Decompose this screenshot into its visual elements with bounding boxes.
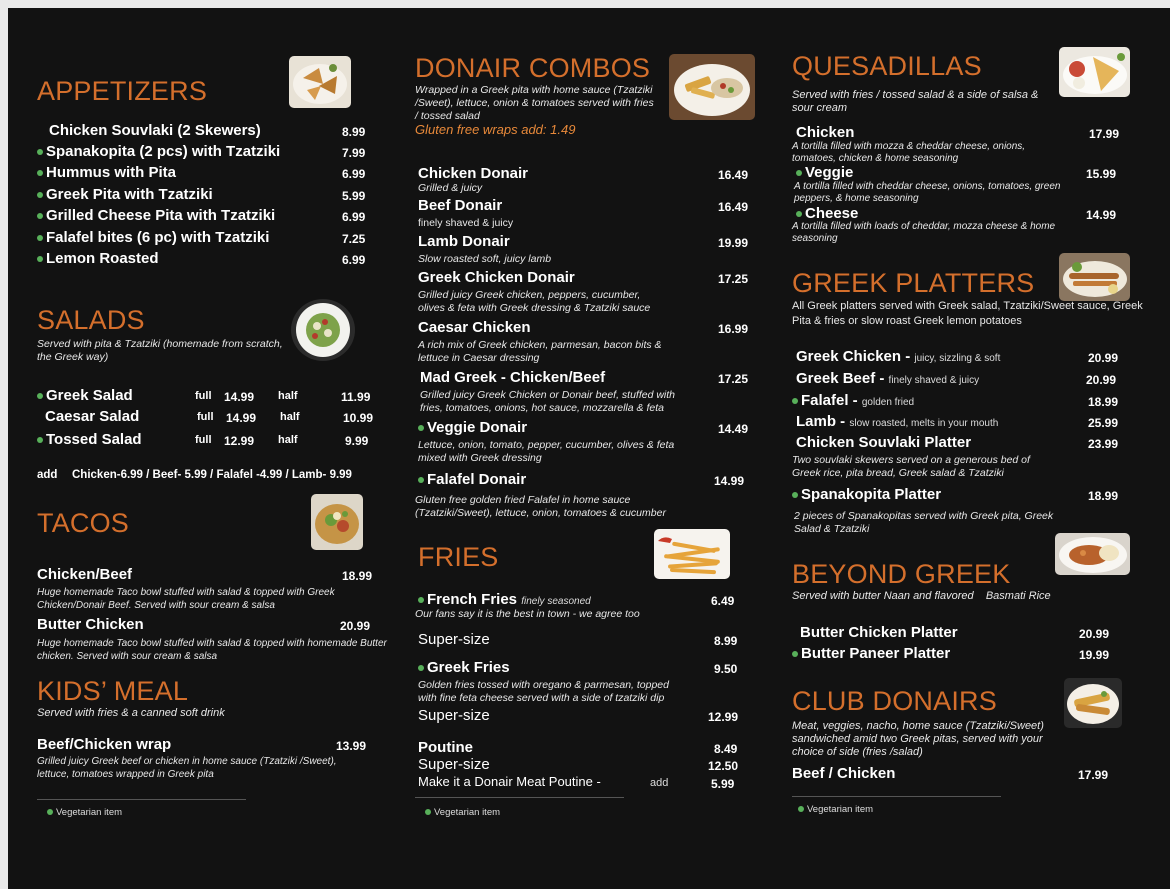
menu-page (8, 8, 1170, 889)
donair-poutine-option: Make it a Donair Meat Poutine - (418, 774, 601, 789)
fries-price: 6.49 (711, 594, 735, 608)
taco-description: Huge homemade Taco bowl stuffed with salad & topped with homemade Butter chicken. Served with sour cream & salsa (37, 638, 387, 662)
quesadillas-photo (1059, 47, 1130, 97)
salad-half-label: half (278, 390, 298, 402)
platter-description: Two souvlaki skewers served on a generous bed of Greek rice, pita bread, Greek salad & Tzatziki (792, 454, 1030, 479)
kids-price: 13.99 (336, 739, 367, 753)
salads-description: Served with pita & Tzatziki (homemade from scratch, the Greek way) (37, 338, 283, 363)
appetizer-price: 6.99 (342, 253, 366, 267)
vegetarian-dot-icon (37, 256, 43, 262)
fries-description: Golden fries tossed with oregano & parmesan, topped with fine feta cheese served with a side of tzatziki dip (418, 679, 669, 704)
salad-item: Greek Salad (37, 387, 133, 404)
beyond-item: Butter Paneer Platter (792, 645, 950, 662)
divider (415, 797, 624, 798)
taco-item: Chicken/Beef (37, 566, 133, 583)
tacos-heading: TACOS (37, 508, 130, 538)
quesadilla-price: 14.99 (1086, 208, 1117, 222)
donair-price: 19.99 (718, 236, 749, 250)
legend-vegetarian: Vegetarian item (47, 807, 122, 818)
beyond-item: Butter Chicken Platter (800, 624, 958, 641)
fries-price: 8.99 (714, 634, 738, 648)
legend-vegetarian: Vegetarian item (425, 807, 500, 818)
fries-price: 12.99 (708, 710, 739, 724)
donair-description: Gluten free golden fried Falafel in home sauce (Tzatziki/Sweet), lettuce, onion, tomatoes & cucumber (415, 494, 666, 519)
platter-item: Chicken Souvlaki Platter (796, 434, 972, 451)
fries-photo (654, 529, 730, 579)
greek-platters-description: All Greek platters served with Greek salad, Tzatziki/Sweet sauce, Greek Pita & fries or slow roast Greek lemon potatoes (792, 300, 1143, 327)
donair-price: 16.49 (718, 168, 749, 182)
taco-description: Huge homemade Taco bowl stuffed with salad & topped with Greek Chicken/Donair Beef. Served with sour cream & salsa (37, 587, 335, 611)
donair-description: Slow roasted soft, juicy lamb (418, 253, 552, 265)
vegetarian-dot-icon (796, 170, 802, 176)
divider (792, 796, 1001, 797)
fries-price: 9.50 (714, 662, 738, 676)
salad-full-price: 14.99 (226, 411, 257, 425)
kids-description: Grilled juicy Greek beef or chicken in home sauce (Tzatziki /Sweet), lettuce, tomatoes wrapped in Greek pita (37, 756, 337, 780)
quesadilla-price: 17.99 (1089, 127, 1120, 141)
salad-full-label: full (197, 411, 214, 423)
appetizers-photo (289, 56, 351, 108)
club-donairs-heading: CLUB DONAIRS (792, 686, 997, 716)
kids-description: Served with fries & a canned soft drink (37, 707, 225, 719)
donair-price: 17.25 (718, 372, 749, 386)
taco-price: 18.99 (342, 569, 373, 583)
quesadillas-heading: QUESADILLAS (792, 51, 982, 81)
donair-description: finely shaved & juicy (418, 217, 514, 229)
fries-item: Greek Fries (418, 659, 510, 676)
donair-item: Chicken Donair (418, 165, 529, 182)
donair-description: A rich mix of Greek chicken, parmesan, bacon bits & lettuce in Caesar dressing (418, 339, 662, 364)
taco-item: Butter Chicken (37, 616, 144, 633)
appetizer-item: Spanakopita (2 pcs) with Tzatziki (37, 143, 280, 160)
vegetarian-dot-icon (418, 665, 424, 671)
salad-add-label: add (37, 469, 58, 481)
greek-platters-photo (1059, 253, 1130, 301)
platter-price: 20.99 (1088, 351, 1119, 365)
tacos-photo (311, 494, 363, 550)
donair-item: Greek Chicken Donair (418, 269, 575, 286)
vegetarian-dot-icon (37, 213, 43, 219)
donair-item: Lamb Donair (418, 233, 510, 250)
donair-item: Beef Donair (418, 197, 503, 214)
beyond-price: 20.99 (1079, 627, 1110, 641)
gluten-free-note: Gluten free wraps add: 1.49 (415, 122, 576, 137)
donair-item: Falafel Donair (418, 471, 526, 488)
beyond-greek-photo (1055, 533, 1130, 575)
platter-price: 20.99 (1086, 373, 1117, 387)
platter-item: Lamb - slow roasted, melts in your mouth (796, 413, 999, 430)
fries-price: 12.50 (708, 759, 739, 773)
salads-heading: SALADS (37, 305, 145, 335)
salad-half-price: 11.99 (341, 390, 371, 404)
donair-combos-description: Wrapped in a Greek pita with home sauce (Tzatziki /Sweet), lettuce, onion & tomatoes served with fries / tossed salad (415, 84, 654, 122)
vegetarian-dot-icon (796, 211, 802, 217)
quesadilla-description: A tortilla filled with cheddar cheese, onions, tomatoes, green peppers, & home seasoning (794, 181, 1061, 204)
platter-description: 2 pieces of Spanakopitas served with Greek pita, Greek Salad & Tzatziki (794, 510, 1054, 535)
club-item: Beef / Chicken (792, 765, 896, 782)
fries-heading: FRIES (418, 542, 499, 572)
appetizer-item: Greek Pita with Tzatziki (37, 186, 213, 203)
vegetarian-dot-icon (792, 492, 798, 498)
quesadilla-item: Veggie (796, 164, 853, 181)
appetizer-item: Hummus with Pita (37, 164, 176, 181)
appetizer-price: 6.99 (342, 210, 366, 224)
platter-price: 25.99 (1088, 416, 1119, 430)
legend-vegetarian: Vegetarian item (798, 804, 873, 815)
kids-item: Beef/Chicken wrap (37, 736, 172, 753)
donair-price: 16.49 (718, 200, 749, 214)
quesadilla-description: A tortilla filled with mozza & cheddar cheese, onions, tomatoes, chicken & home seasoning (792, 141, 1026, 164)
vegetarian-dot-icon (418, 477, 424, 483)
vegetarian-dot-icon (47, 809, 53, 815)
donair-description: Grilled & juicy (418, 182, 483, 194)
vegetarian-dot-icon (418, 425, 424, 431)
beyond-greek-description: Served with butter Naan and flavored Basmati Rice (792, 590, 1051, 602)
platter-price: 18.99 (1088, 489, 1119, 503)
vegetarian-dot-icon (792, 651, 798, 657)
donair-price: 14.49 (718, 422, 749, 436)
quesadillas-description: Served with fries / tossed salad & a side of salsa & sour cream (792, 89, 1039, 114)
vegetarian-dot-icon (37, 192, 43, 198)
club-donairs-photo (1064, 678, 1122, 728)
beyond-greek-heading: BEYOND GREEK (792, 559, 1011, 589)
platter-price: 18.99 (1088, 395, 1119, 409)
platter-item: Greek Chicken - juicy, sizzling & soft (796, 348, 1001, 365)
greek-platters-heading: GREEK PLATTERS (792, 268, 1035, 298)
appetizer-price: 5.99 (342, 189, 366, 203)
salad-full-label: full (195, 434, 212, 446)
donair-price: 16.99 (718, 322, 749, 336)
appetizer-price: 7.99 (342, 146, 366, 160)
appetizer-price: 6.99 (342, 167, 366, 181)
fries-item: Poutine (418, 739, 473, 756)
donair-poutine-add: add (650, 777, 669, 789)
donair-price: 14.99 (714, 474, 745, 488)
quesadilla-item: Chicken (796, 124, 855, 141)
vegetarian-dot-icon (418, 597, 424, 603)
vegetarian-dot-icon (37, 393, 43, 399)
platter-item: Spanakopita Platter (792, 486, 941, 503)
salad-half-price: 9.99 (345, 434, 369, 448)
salad-item: Tossed Salad (37, 431, 142, 448)
vegetarian-dot-icon (37, 235, 43, 241)
appetizer-item: Chicken Souvlaki (2 Skewers) (49, 122, 261, 139)
salad-full-price: 12.99 (224, 434, 255, 448)
donair-description: Grilled juicy Greek chicken, peppers, cucumber, olives & feta with Greek dressing & Tzatziki sauce (418, 289, 651, 314)
appetizer-price: 8.99 (342, 125, 366, 139)
divider (37, 799, 246, 800)
salad-add-options: Chicken-6.99 / Beef- 5.99 / Falafel -4.99 / Lamb- 9.99 (72, 469, 352, 481)
quesadilla-description: A tortilla filled with loads of cheddar, mozza cheese & home seasoning (792, 221, 1056, 244)
fries-price: 5.99 (711, 777, 735, 791)
salad-half-price: 10.99 (343, 411, 374, 425)
fries-supersize: Super-size (418, 631, 490, 648)
platter-item: Falafel - golden fried (792, 392, 914, 409)
salad-half-label: half (280, 411, 300, 423)
appetizer-item: Grilled Cheese Pita with Tzatziki (37, 207, 275, 224)
donair-item: Veggie Donair (418, 419, 527, 436)
salad-full-price: 14.99 (224, 390, 255, 404)
beyond-price: 19.99 (1079, 648, 1110, 662)
donair-combos-photo (669, 54, 755, 120)
fries-supersize: Super-size (418, 707, 490, 724)
appetizer-item: Lemon Roasted (37, 250, 159, 267)
salad-full-label: full (195, 390, 212, 402)
club-price: 17.99 (1078, 768, 1109, 782)
platter-item: Greek Beef - finely shaved & juicy (796, 370, 980, 387)
donair-price: 17.25 (718, 272, 749, 286)
vegetarian-dot-icon (792, 398, 798, 404)
donair-item: Caesar Chicken (418, 319, 531, 336)
vegetarian-dot-icon (37, 437, 43, 443)
donair-combos-heading: DONAIR COMBOS (415, 53, 651, 83)
fries-supersize: Super-size (418, 756, 490, 773)
donair-item: Mad Greek - Chicken/Beef (420, 369, 606, 386)
platter-price: 23.99 (1088, 437, 1119, 451)
kids-heading: KIDS’ MEAL (37, 676, 189, 706)
quesadilla-item: Cheese (796, 205, 858, 222)
donair-description: Lettuce, onion, tomato, pepper, cucumber, olives & feta mixed with Greek dressing (418, 439, 675, 464)
fries-description: Our fans say it is the best in town - we agree too (415, 608, 640, 620)
vegetarian-dot-icon (798, 806, 804, 812)
quesadilla-price: 15.99 (1086, 167, 1117, 181)
club-donairs-description: Meat, veggies, nacho, home sauce (Tzatziki/Sweet) sandwiched amid two Greek pitas, served with your choice of side (fries /salad) (792, 720, 1044, 758)
fries-item: French Fries finely seasoned (418, 591, 591, 608)
vegetarian-dot-icon (425, 809, 431, 815)
appetizer-price: 7.25 (342, 232, 366, 246)
vegetarian-dot-icon (37, 149, 43, 155)
taco-price: 20.99 (340, 619, 371, 633)
appetizers-heading: APPETIZERS (37, 76, 208, 106)
salad-half-label: half (278, 434, 298, 446)
fries-price: 8.49 (714, 742, 738, 756)
salads-photo (291, 299, 355, 361)
donair-description: Grilled juicy Greek Chicken or Donair beef, stuffed with fries, tomatoes, onions, hot sauce, mozzarella & feta (420, 389, 676, 414)
appetizer-item: Falafel bites (6 pc) with Tzatziki (37, 229, 269, 246)
salad-item: Caesar Salad (45, 408, 140, 425)
vegetarian-dot-icon (37, 170, 43, 176)
